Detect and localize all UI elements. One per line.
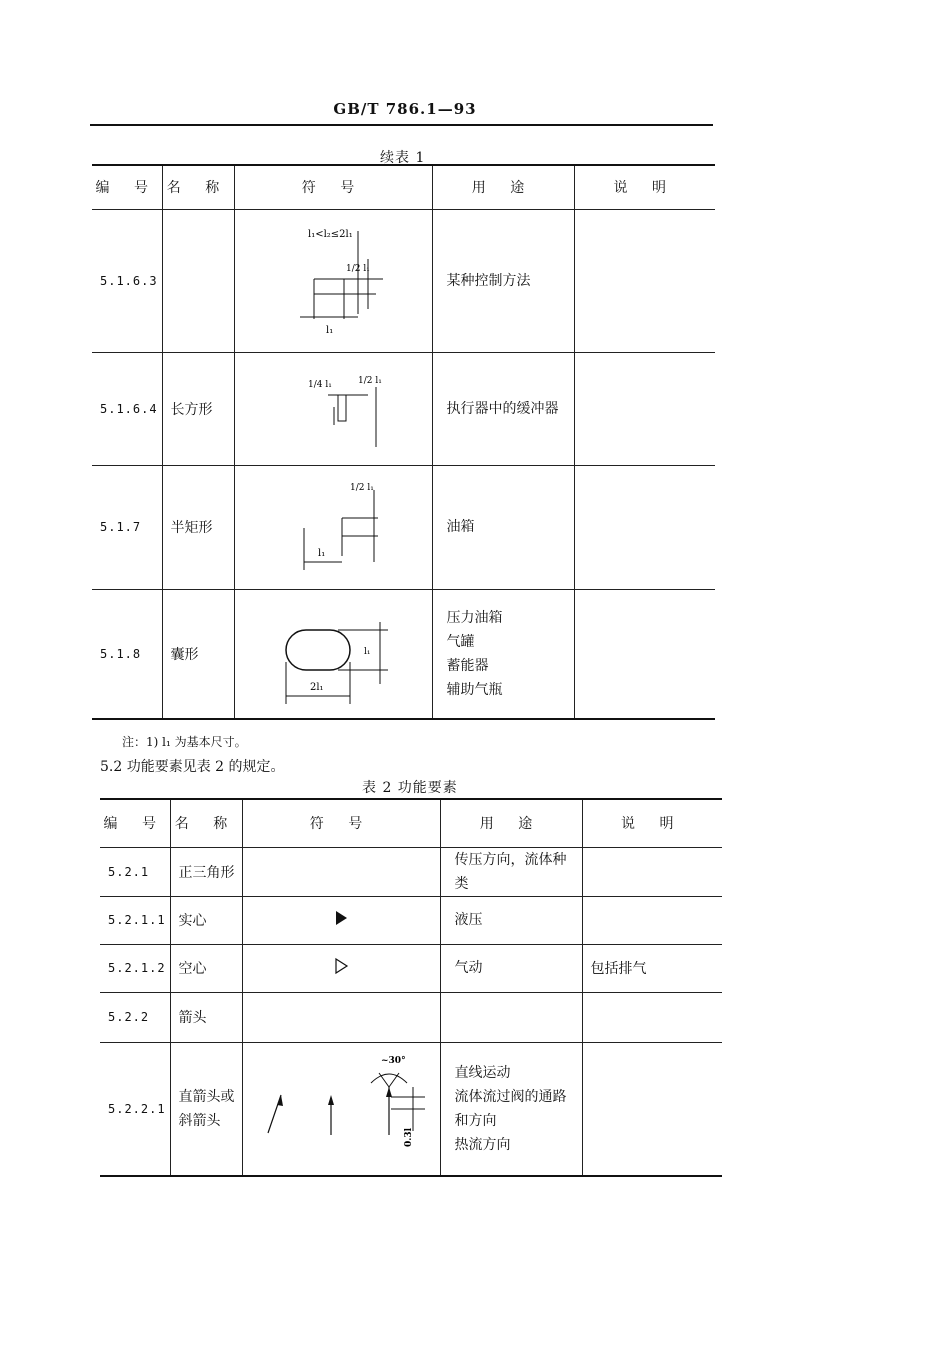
symbol-dim-label: l₁ <box>318 548 326 559</box>
table2 <box>100 798 722 1177</box>
row-number: 5.2.1 <box>100 847 170 896</box>
row-number: 5.1.6.3 <box>92 209 162 352</box>
table2-caption: 表 2 功能要素 <box>362 780 458 796</box>
row-number: 5.2.2 <box>100 992 170 1042</box>
table1 <box>92 164 715 720</box>
symbol-dim-label: 1/2 l₁ <box>350 483 374 493</box>
row-remarks <box>582 847 722 896</box>
document-header: GB/T 786.1—93 <box>333 100 477 118</box>
usage-line: 直线运动 <box>454 1064 511 1081</box>
col-header-name: 名 称 <box>170 799 242 847</box>
section-heading: 5.2 功能要素见表 2 的规定。 <box>100 759 285 775</box>
row-usage <box>432 352 574 465</box>
table-row <box>92 352 715 465</box>
table1-header-row <box>92 165 715 209</box>
row-remarks <box>574 465 715 589</box>
half-rectangle-symbol <box>238 470 428 580</box>
row-remarks <box>582 992 722 1042</box>
symbol-dim-label: l₁ <box>364 646 371 657</box>
col-header-number: 编 号 <box>92 165 162 209</box>
table-row <box>92 589 715 719</box>
symbol-cell <box>234 465 432 589</box>
row-usage <box>432 465 574 589</box>
usage-line: 执行器中的缓冲器 <box>446 400 559 417</box>
symbol-dim-label: 1/4 l₁ <box>308 379 332 390</box>
usage-line: 热流方向 <box>454 1136 511 1153</box>
symbol-cell <box>242 1042 440 1176</box>
row-remarks <box>574 209 715 352</box>
usage-line: 流体流过阀的通路 <box>454 1088 567 1105</box>
usage-line: 传压方向，流体种 <box>454 851 567 868</box>
symbol-cell <box>234 352 432 465</box>
row-number: 5.1.8 <box>92 589 162 719</box>
row-usage <box>440 1042 582 1176</box>
row-usage <box>440 992 582 1042</box>
table-row <box>100 1042 722 1176</box>
col-header-number: 编 号 <box>100 799 170 847</box>
col-header-remarks: 说 明 <box>582 799 722 847</box>
usage-line: 辅助气瓶 <box>446 681 503 698</box>
table-row <box>92 209 715 352</box>
row-number: 5.2.2.1 <box>100 1042 170 1176</box>
row-name <box>162 209 234 352</box>
usage-line: 和方向 <box>454 1112 497 1129</box>
symbol-cell <box>242 992 440 1042</box>
arrow-symbols <box>243 1043 441 1171</box>
row-usage <box>440 847 582 896</box>
symbol-dim-label: l₁<l₂≤2l₁ <box>308 228 353 240</box>
row-number: 5.1.6.4 <box>92 352 162 465</box>
table-row <box>100 896 722 944</box>
usage-line: 气罐 <box>446 633 475 650</box>
row-remarks: 包括排气 <box>582 944 722 992</box>
symbol-dim-label: 0.3l <box>403 1127 414 1147</box>
row-remarks <box>582 896 722 944</box>
header-rule <box>90 124 713 126</box>
row-name: 正三角形 <box>170 847 242 896</box>
hollow-triangle-icon <box>331 956 351 976</box>
row-usage <box>440 944 582 992</box>
usage-line: 蓄能器 <box>446 657 489 674</box>
row-number: 5.2.1.2 <box>100 944 170 992</box>
usage-line: 压力油箱 <box>446 609 503 626</box>
row-remarks <box>574 589 715 719</box>
symbol-cell <box>234 589 432 719</box>
col-header-symbol: 符 号 <box>234 165 432 209</box>
col-header-usage: 用 途 <box>432 165 574 209</box>
usage-line: 气动 <box>454 960 483 976</box>
table2-header-row <box>100 799 722 847</box>
rectangle-symbol <box>238 357 428 457</box>
col-header-name: 名 称 <box>162 165 234 209</box>
row-name: 半矩形 <box>162 465 234 589</box>
table-row <box>100 992 722 1042</box>
row-name: 长方形 <box>162 352 234 465</box>
symbol-dim-label: 2l₁ <box>310 681 324 693</box>
row-name <box>170 1042 242 1176</box>
control-method-symbol <box>238 219 428 339</box>
row-remarks <box>582 1042 722 1176</box>
col-header-usage: 用 途 <box>440 799 582 847</box>
row-number: 5.2.1.1 <box>100 896 170 944</box>
name-line: 直箭头或 <box>178 1088 235 1105</box>
symbol-dim-label: 1/2 l₁ <box>346 263 370 274</box>
table-row <box>92 465 715 589</box>
usage-line: 液压 <box>454 912 483 928</box>
symbol-dim-label: 1/2 l₁ <box>358 375 382 386</box>
symbol-cell <box>242 896 440 944</box>
solid-triangle-icon <box>331 908 351 928</box>
table-row <box>100 847 722 896</box>
row-name: 空心 <box>170 944 242 992</box>
usage-line: 油箱 <box>446 519 475 535</box>
row-remarks <box>574 352 715 465</box>
row-name: 实心 <box>170 896 242 944</box>
symbol-cell <box>242 847 440 896</box>
table-row <box>100 944 722 992</box>
symbol-dim-label: l₁ <box>326 324 334 336</box>
row-usage <box>432 589 574 719</box>
row-usage <box>432 209 574 352</box>
col-header-remarks: 说 明 <box>574 165 715 209</box>
usage-line: 某种控制方法 <box>446 272 531 289</box>
row-usage <box>440 896 582 944</box>
usage-line: 类 <box>454 875 469 892</box>
symbol-dim-label: ~30° <box>380 1055 406 1066</box>
row-name: 箭头 <box>170 992 242 1042</box>
row-name: 囊形 <box>162 589 234 719</box>
capsule-symbol <box>238 592 428 712</box>
col-header-symbol: 符 号 <box>242 799 440 847</box>
symbol-cell <box>234 209 432 352</box>
row-number: 5.1.7 <box>92 465 162 589</box>
symbol-cell <box>242 944 440 992</box>
name-line: 斜箭头 <box>178 1112 221 1129</box>
footnote: 注：1) l₁ 为基本尺寸。 <box>122 735 247 749</box>
table1-caption: 续表 1 <box>380 150 426 166</box>
